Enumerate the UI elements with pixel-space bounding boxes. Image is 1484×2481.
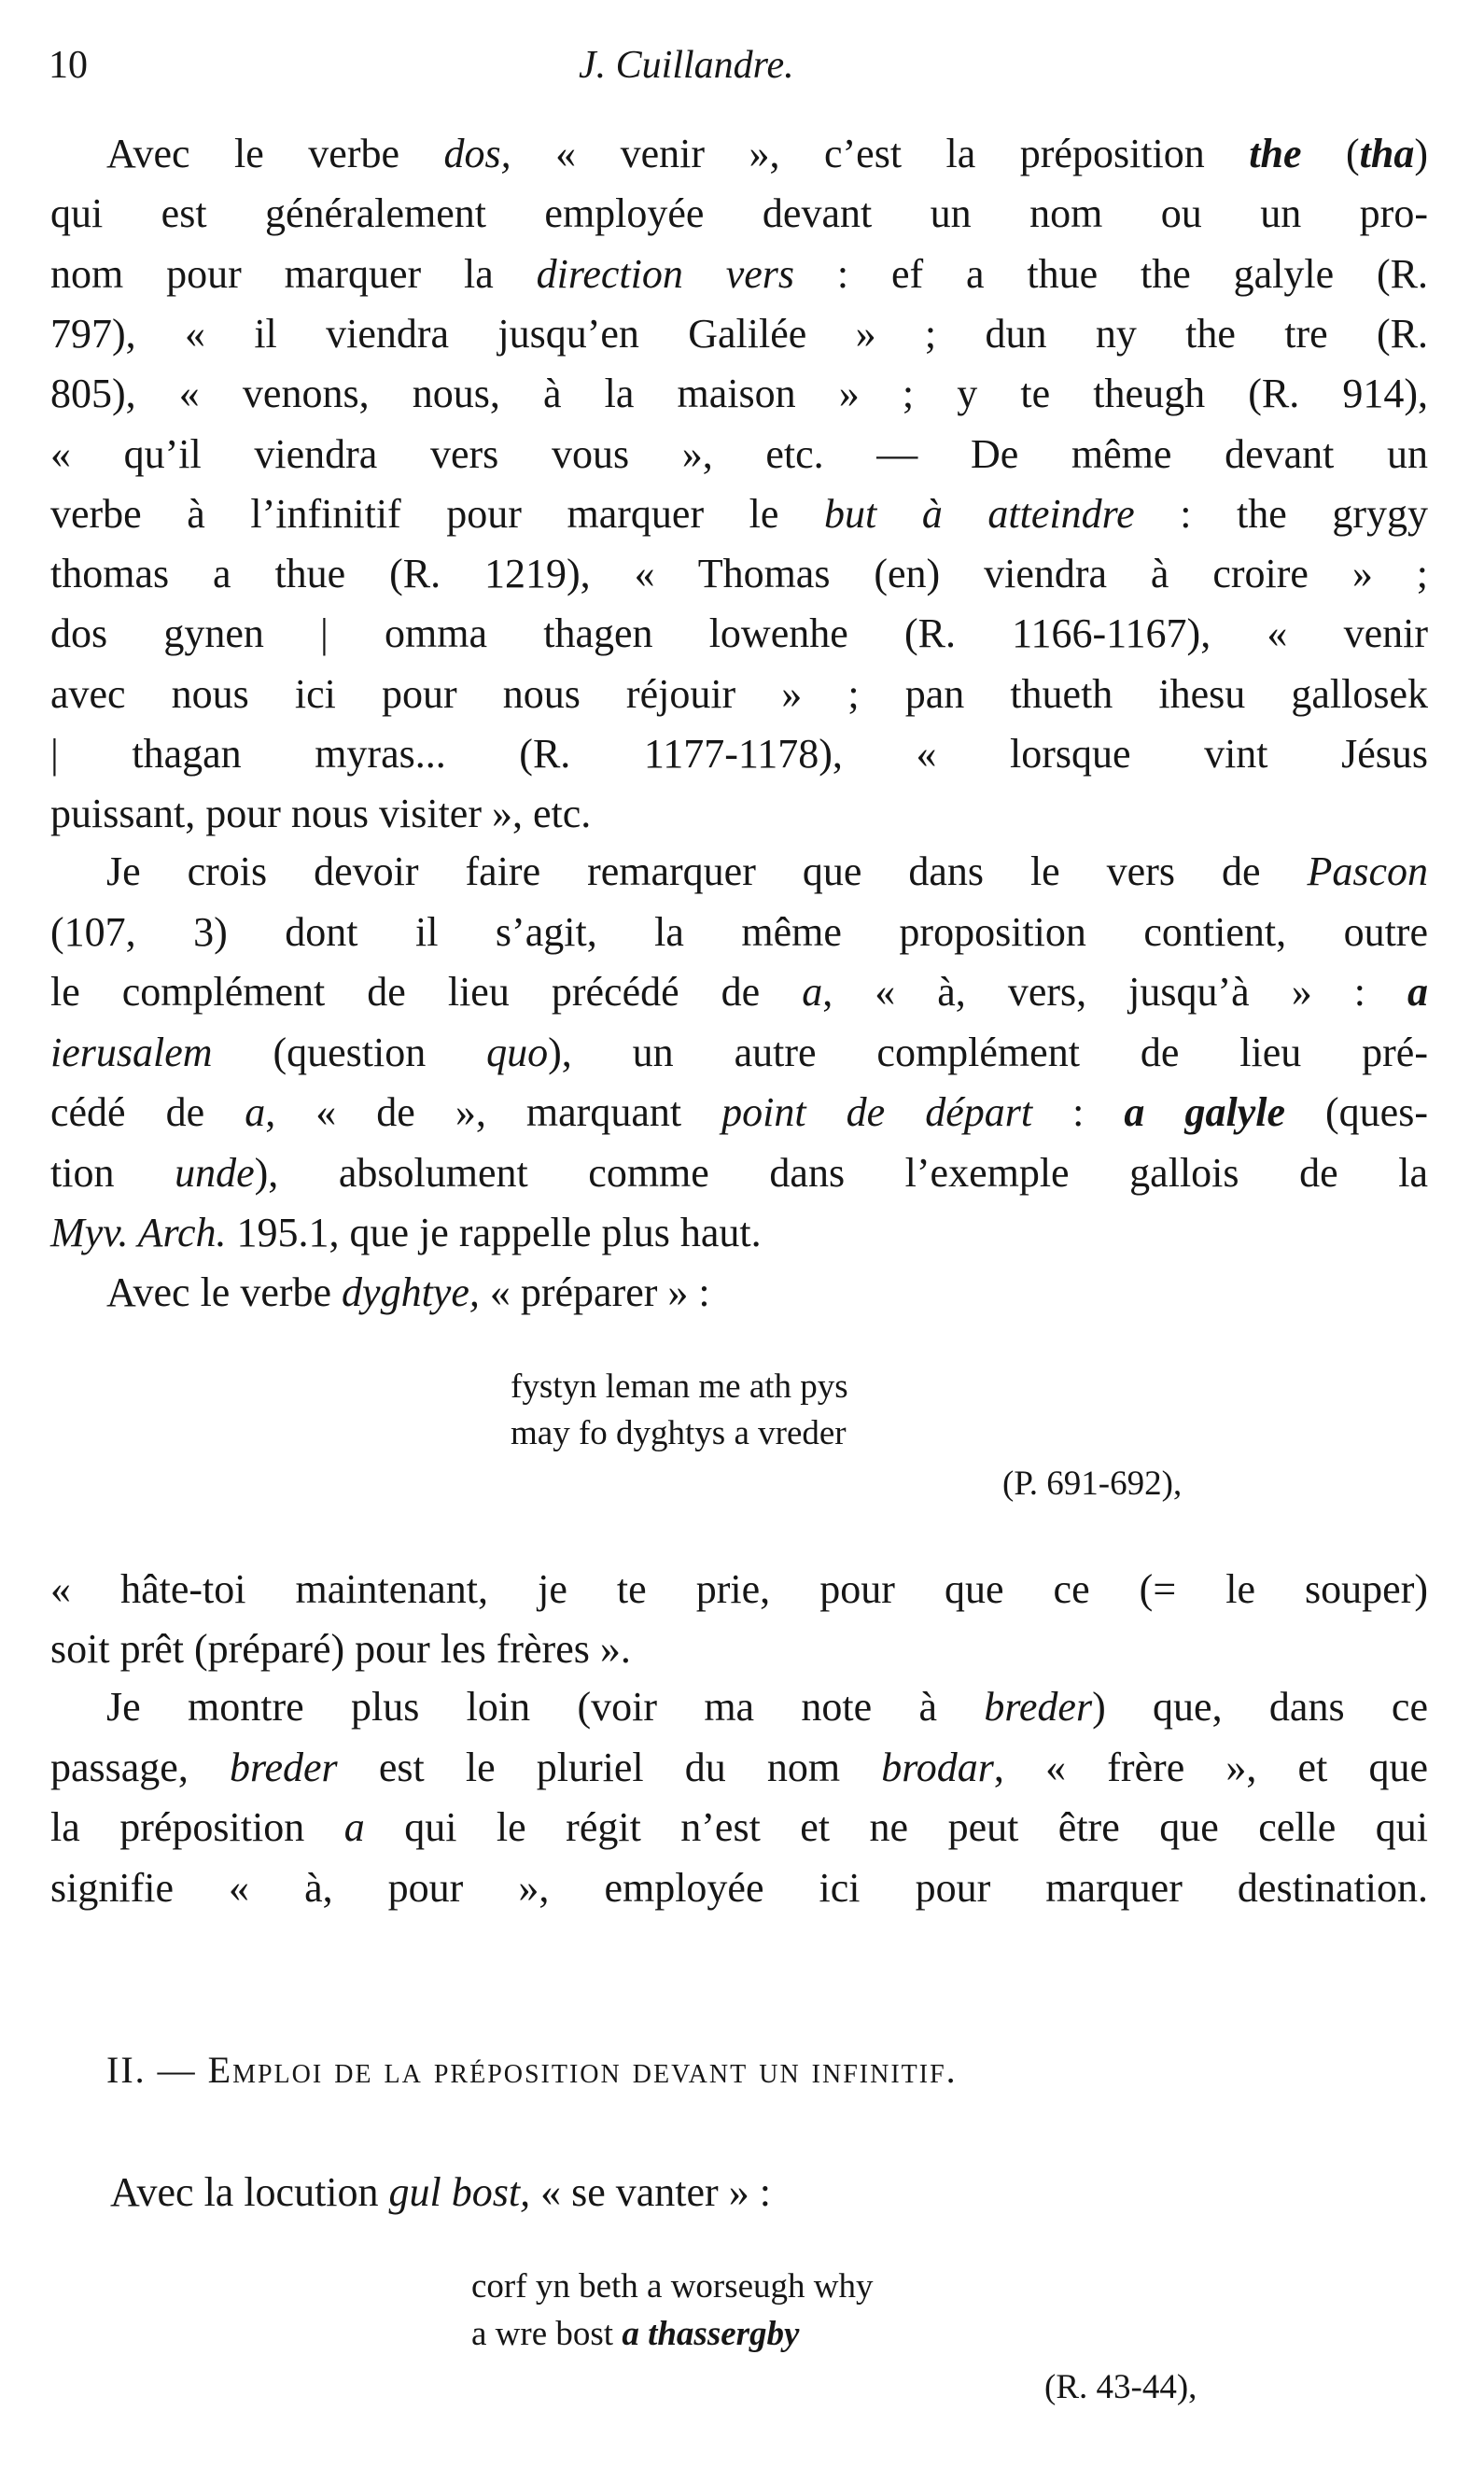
text-run: ): [1414, 131, 1428, 176]
text-run: , « à, vers, jusqu’à » :: [822, 969, 1408, 1015]
text-line: [50, 245, 1428, 304]
text-run: (question: [212, 1029, 487, 1075]
text-line: [50, 1738, 1428, 1798]
text-run: Je montre plus loin (voir ma note à: [106, 1684, 985, 1730]
text-run: a wre bost: [471, 2315, 623, 2353]
text-run: qui le régit n’est et ne peut être que celle qui: [364, 1804, 1429, 1851]
text-run: : ef a thue the galyle (R.: [794, 250, 1429, 297]
text-line: [50, 484, 1428, 544]
text-line: [50, 665, 1428, 724]
italic-text: tha: [1359, 131, 1415, 176]
text-line: [110, 2163, 1428, 2222]
text-line: [106, 1263, 1428, 1323]
text-run: Je crois devoir faire remarquer que dans le vers de: [106, 848, 1308, 894]
text-run: , « de », marquant: [265, 1089, 722, 1135]
text-run: la préposition: [50, 1804, 344, 1851]
italic-text: ierusalem: [50, 1029, 213, 1075]
italic-text: a: [245, 1089, 266, 1135]
text-line: [50, 962, 1428, 1022]
text-run: :: [1032, 1089, 1125, 1135]
text-line: [50, 544, 1428, 604]
text-run: « hâte-toi maintenant, je te prie, pour que ce (= le souper): [50, 1566, 1428, 1612]
text-run: corf yn beth a worseugh why: [471, 2267, 874, 2306]
text-line: [50, 784, 1428, 844]
text-run: Avec le verbe: [106, 131, 444, 176]
text-run: cédé de: [50, 1089, 245, 1135]
verse-line: [511, 1410, 847, 1470]
italic-text: quo: [486, 1029, 549, 1075]
text-run: may fo dyghtys a vreder: [511, 1414, 847, 1452]
text-line: [50, 724, 1428, 784]
text-line: [50, 1858, 1428, 1918]
text-run: ), absolument comme dans l’exemple gallois de la: [254, 1149, 1428, 1196]
text-run: « se vanter » :: [530, 2169, 771, 2215]
text-line: [50, 1560, 1428, 1619]
text-run: : the grygy: [1134, 490, 1428, 537]
italic-text: Myv. Arch.: [50, 1210, 227, 1255]
text-line: [50, 1798, 1428, 1857]
italic-text: but à atteindre: [824, 490, 1135, 537]
italic-text: the: [1249, 131, 1302, 176]
text-run: nom pour marquer la: [50, 250, 537, 297]
verse-line: [471, 2311, 799, 2371]
text-run: le complément de lieu précédé de: [50, 969, 803, 1015]
text-run: qui est généralement employée devant un nom ou un pro-: [50, 190, 1428, 237]
italic-text: breder: [230, 1744, 338, 1790]
text-run: soit prêt (préparé) pour les frères ».: [50, 1626, 631, 1672]
running-title: J. Cuillandre.: [579, 44, 794, 87]
text-line: [50, 425, 1428, 484]
verse-reference: (P. 691-692),: [1002, 1465, 1183, 1503]
text-run: 195.1, que je rappelle plus haut.: [226, 1210, 762, 1255]
text-line: [106, 1677, 1428, 1737]
text-run: , « frère », et que: [993, 1744, 1428, 1790]
text-line: [50, 903, 1428, 962]
italic-text: dyghtye,: [342, 1269, 480, 1315]
verse-reference: (R. 43-44),: [1044, 2368, 1197, 2406]
italic-text: unde: [175, 1149, 255, 1196]
text-line: [50, 1023, 1428, 1083]
text-run: « préparer » :: [479, 1269, 710, 1315]
text-run: verbe à l’infinitif pour marquer le: [50, 490, 825, 537]
text-run: (107, 3) dont il s’agit, la même proposition contient, outre: [50, 908, 1428, 955]
text-line: [106, 842, 1428, 902]
text-line: [50, 304, 1428, 364]
text-run: tion: [50, 1149, 175, 1196]
text-run: « qu’il viendra vers vous », etc. — De même devant un: [50, 430, 1428, 477]
text-line: [50, 1619, 1428, 1679]
italic-text: point de départ: [721, 1089, 1033, 1135]
text-line: [106, 124, 1428, 184]
text-run: est le pluriel du nom: [337, 1744, 882, 1790]
italic-text: a: [802, 969, 823, 1015]
italic-text: direction vers: [536, 250, 795, 297]
text-line: [50, 364, 1428, 424]
text-line: [50, 184, 1428, 244]
text-run: fystyn leman me ath pys: [511, 1367, 848, 1406]
text-run: avec nous ici pour nous réjouir » ; pan thueth ihesu gallosek: [50, 670, 1428, 717]
text-run: signifie « à, pour », employée ici pour marquer destination.: [50, 1865, 1428, 1912]
italic-text: a thassergby: [622, 2315, 800, 2353]
text-line: [50, 1083, 1428, 1142]
italic-text: dos,: [443, 131, 511, 176]
text-line: [50, 1143, 1428, 1203]
section-heading: II. — Emploi de la préposition devant un infinitif.: [106, 2049, 958, 2091]
text-run: (ques-: [1284, 1089, 1428, 1135]
italic-text: a: [343, 1804, 365, 1851]
text-run: thomas a thue (R. 1219), « Thomas (en) viendra à croire » ;: [50, 551, 1428, 597]
text-run: ) que, dans ce: [1092, 1684, 1428, 1730]
italic-text: breder: [984, 1684, 1093, 1730]
italic-text: gul bost,: [388, 2169, 531, 2215]
text-run: dos gynen | omma thagen lowenhe (R. 1166-1167), « venir: [50, 610, 1428, 657]
text-run: Avec le verbe: [106, 1269, 343, 1315]
text-run: 805), « venons, nous, à la maison » ; y te theugh (R. 914),: [50, 371, 1428, 417]
text-run: passage,: [50, 1744, 230, 1790]
italic-text: a galyle: [1124, 1089, 1285, 1135]
text-line: [50, 1203, 1428, 1263]
text-run: Avec la locution: [110, 2169, 389, 2215]
text-run: puissant, pour nous visiter », etc.: [50, 791, 592, 837]
text-line: [50, 604, 1428, 664]
text-run: 797), « il viendra jusqu’en Galilée » ; dun ny the tre (R.: [50, 310, 1428, 357]
text-run: « venir », c’est la préposition: [511, 131, 1250, 176]
text-run: ), un autre complément de lieu pré-: [548, 1029, 1428, 1075]
page-number: 10: [49, 44, 88, 87]
italic-text: brodar: [881, 1744, 994, 1790]
text-run: (: [1301, 131, 1360, 176]
italic-text: a: [1407, 969, 1429, 1015]
italic-text: Pascon: [1307, 848, 1428, 894]
text-run: | thagan myras... (R. 1177-1178), « lorsque vint Jésus: [50, 731, 1428, 777]
